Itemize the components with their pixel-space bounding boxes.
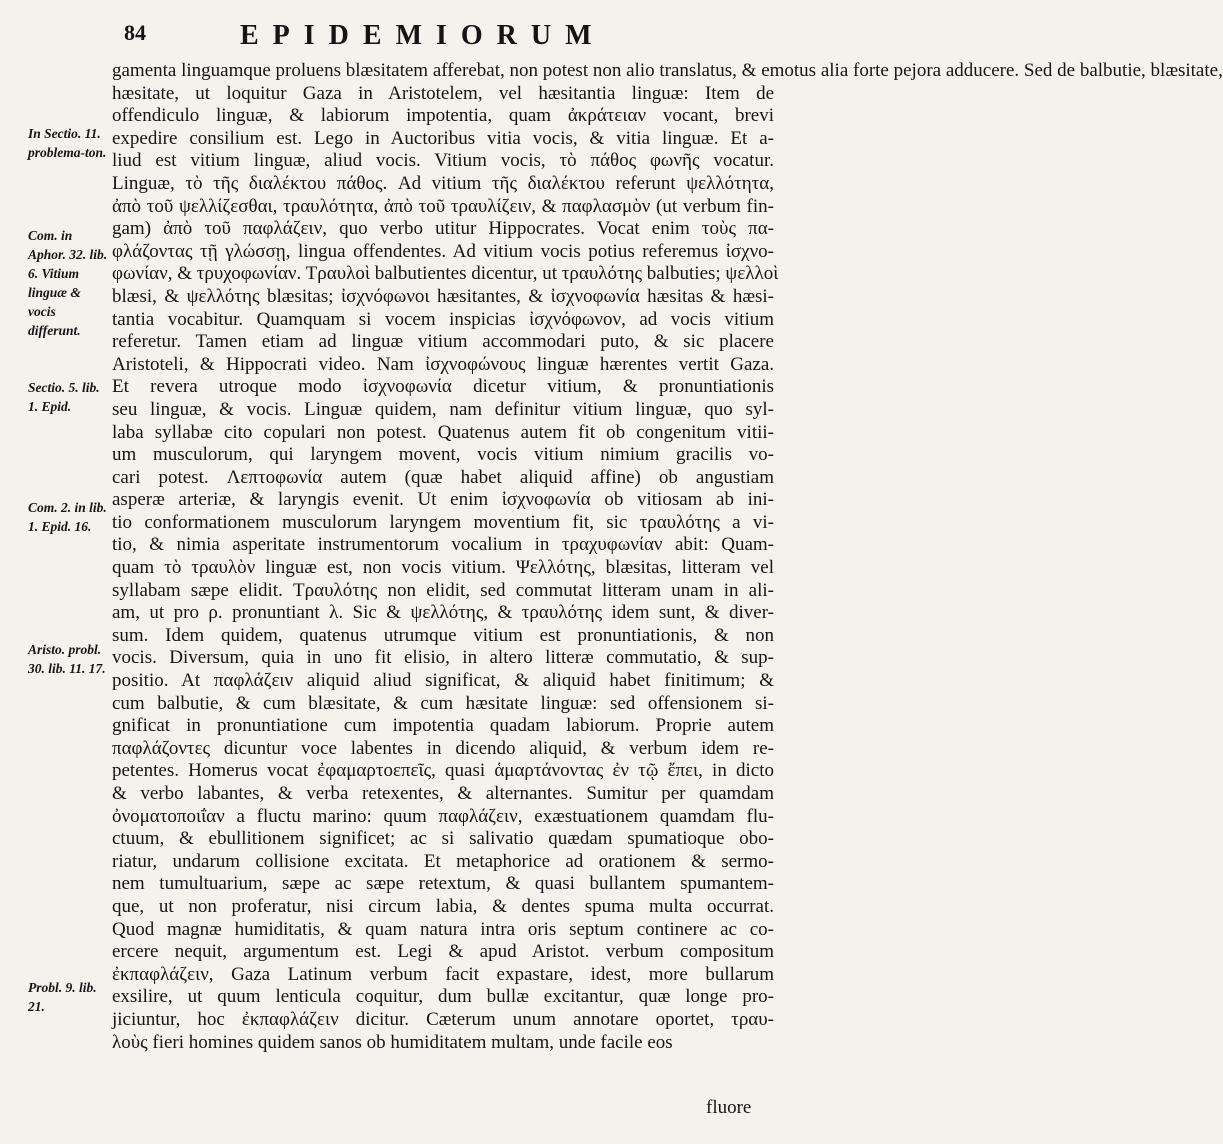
text-line: am, ut pro ρ. pronuntiant λ. Sic & ψελλότης, & τραυλότης idem sunt, & diver- [112,602,774,624]
text-line: blæsi, & ψελλότης blæsitas; ἰσχνόφωνοι hæsitantes, & ἰσχνοφωνία hæsitas & hæsi- [112,285,774,307]
text-line: positio. At παφλάζειν aliquid aliud significat, & aliquid habet finitimum; & [112,670,774,692]
text-line: λοὺς fieri homines quidem sanos ob humiditatem multam, unde facile eos [112,1031,673,1053]
text-line: vocis. Diversum, quia in uno fit elisio, in altero litteræ commutatio, & sup- [112,647,774,669]
margin-note: Com. in Aphor. 32. lib. 6. Vitium linguæ & vocis differunt. [28,228,108,338]
text-line: nem tumultuarium, sæpe ac sæpe retextum, & quasi bullantem spumantem- [112,873,774,895]
margin-note: Com. 2. in lib. 1. Epid. 16. [28,500,107,534]
text-line: gnificat in pronuntiatione cum impotentia quadam labiorum. Proprie autem [112,715,774,737]
text-line: cum balbutie, & cum blæsitate, & cum hæsitate linguæ: sed offensionem si- [112,692,774,714]
margin-note: Sectio. 5. lib. 1. Epid. [28,380,100,414]
text-line: laba syllabæ cito copulari non potest. Quatenus autem fit ob congenitum vitii- [112,421,774,443]
text-line: expedire consilium est. Lego in Auctoribus vitia vocis, & vitia linguæ. Et a- [112,127,774,149]
text-line: & verbo labantes, & verba retexentes, & alternantes. Sumitur per quamdam [112,783,774,804]
text-line: Quod magnæ humiditatis, & quam natura intra oris septum continere ac co- [112,918,774,940]
text-line: hæsitate, ut loquitur Gaza in Aristotelem, vel hæsitantia linguæ: Item de [112,82,774,104]
text-line: referetur. Tamen etiam ad linguæ vitium accommodari puto, & sic placere [112,331,774,353]
running-head: EPIDEMIORUM [240,20,606,51]
text-line: asperæ arteriæ, & laryngis evenit. Ut enim ἰσχνοφωνία ob vitiosam ab ini- [112,489,774,511]
text-line: cari potest. Λεπτοφωνία autem (quæ habet aliquid affine) ob angustiam [112,466,774,488]
text-line: riatur, undarum collisione excitata. Et metaphorice ad orationem & sermo- [112,850,774,872]
text-line: petentes. Homerus vocat ἐφαμαρτοεπεῖς, quasi ἁμαρτάνοντας ἐν τῷ ἔπει, in dicto [112,760,774,782]
text-line: sum. Idem quidem, quatenus utrumque vitium est pronuntiationis, & non [112,624,774,646]
text-line: παφλάζοντες dicuntur voce labentes in dicendo aliquid, & verbum idem re- [112,737,774,759]
text-line: φωνίαν, & τρυχοφωνίαν. Τραυλοὶ balbutientes dicentur, ut τραυλότης balbuties; ψελλοὶ [112,263,779,285]
text-line: Et revera utroque modo ἰσχνοφωνία dicetur vitium, & pronuntiationis [112,376,774,398]
margin-note: Aristo. probl. 30. lib. 11. 17. [28,642,106,676]
text-line: um musculorum, qui laryngem movent, vocis vitium nimium gracilis vo- [112,444,774,466]
text-line: offendiculo linguæ, & labiorum impotentia, quam ἀκράτειαν vocant, brevi [112,105,774,127]
text-line: gamenta linguamque proluens blæsitatem afferebat, non potest non alio translatus, & emotus alia forte pejora adducere. Sed de balbutie, blæsitate, [112,60,1223,81]
text-line: Linguæ, τὸ τῆς διαλέκτου πάθος. Ad vitium τῆς διαλέκτου referunt ψελλότητα, [112,172,774,194]
body-text [112,60,1223,1054]
margin-note: Probl. 9. lib. 21. [28,980,97,1014]
text-line: ἐκπαφλάζειν, Gaza Latinum verbum facit expastare, idest, more bullarum [112,963,774,985]
text-line: seu linguæ, & vocis. Linguæ quidem, nam definitur vitium linguæ, quo syl- [112,398,774,420]
catchword: fluore [706,1097,752,1118]
text-line: quam τὸ τραυλὸν linguæ est, non vocis vitium. Ψελλότης, blæsitas, litteram vel [112,557,774,579]
page-number: 84 [124,20,146,45]
text-line: syllabam sæpe elidit. Τραυλότης non elidit, sed commutat litteram unam in ali- [112,579,774,601]
text-line: exsilire, ut quum lenticula coquitur, dum bullæ excitantur, quæ longe pro- [112,986,774,1008]
text-line: ercere nequit, argumentum est. Legi & apud Aristot. verbum compositum [112,941,774,963]
text-line: ὀνοματοποιΐαν a fluctu marino: quum παφλάζειν, exæstuationem quamdam flu- [112,805,774,827]
margin-note: In Sectio. 11. problema-ton. [28,126,107,160]
text-line: ἀπὸ τοῦ ψελλίζεσθαι, τραυλότητα, ἀπὸ τοῦ τραυλίζειν, & παφλασμὸν (ut verbum fin- [112,195,774,217]
text-line: que, ut non proferatur, nisi circum labia, & dentes spuma multa occurrat. [112,895,774,917]
text-line: jiciuntur, hoc ἐκπαφλάζειν dicitur. Cæterum unum annotare oportet, τραυ- [112,1008,774,1030]
text-line: gam) ἀπὸ τοῦ παφλάζειν, quo verbo utitur Hippocrates. Vocat enim τοὺς πα- [112,218,774,240]
text-line: tio, & nimia asperitate instrumentorum vocalium in τραχυφωνίαν abit: Quam- [112,534,774,556]
text-line: ctuum, & ebullitionem significet; ac si salivatio quædam spumatioque obo- [112,828,774,850]
text-line: φλάζοντας τῇ γλώσσῃ, lingua offendentes. Ad vitium vocis potius referemus ἰσχνο- [112,240,774,262]
text-line: tantia vocabitur. Quamquam si vocem inspicias ἰσχνόφωνον, ad vocis vitium [112,308,774,330]
text-line: tio conformationem musculorum laryngem moventium fit, sic τραυλότης a vi- [112,511,774,533]
text-line: Aristoteli, & Hippocrati video. Nam ἰσχνοφώνους linguæ hærentes vertit Gaza. [112,353,774,375]
text-line: liud est vitium linguæ, aliud vocis. Vitium vocis, τὸ πάθος φωνῆς vocatur. [112,150,774,172]
